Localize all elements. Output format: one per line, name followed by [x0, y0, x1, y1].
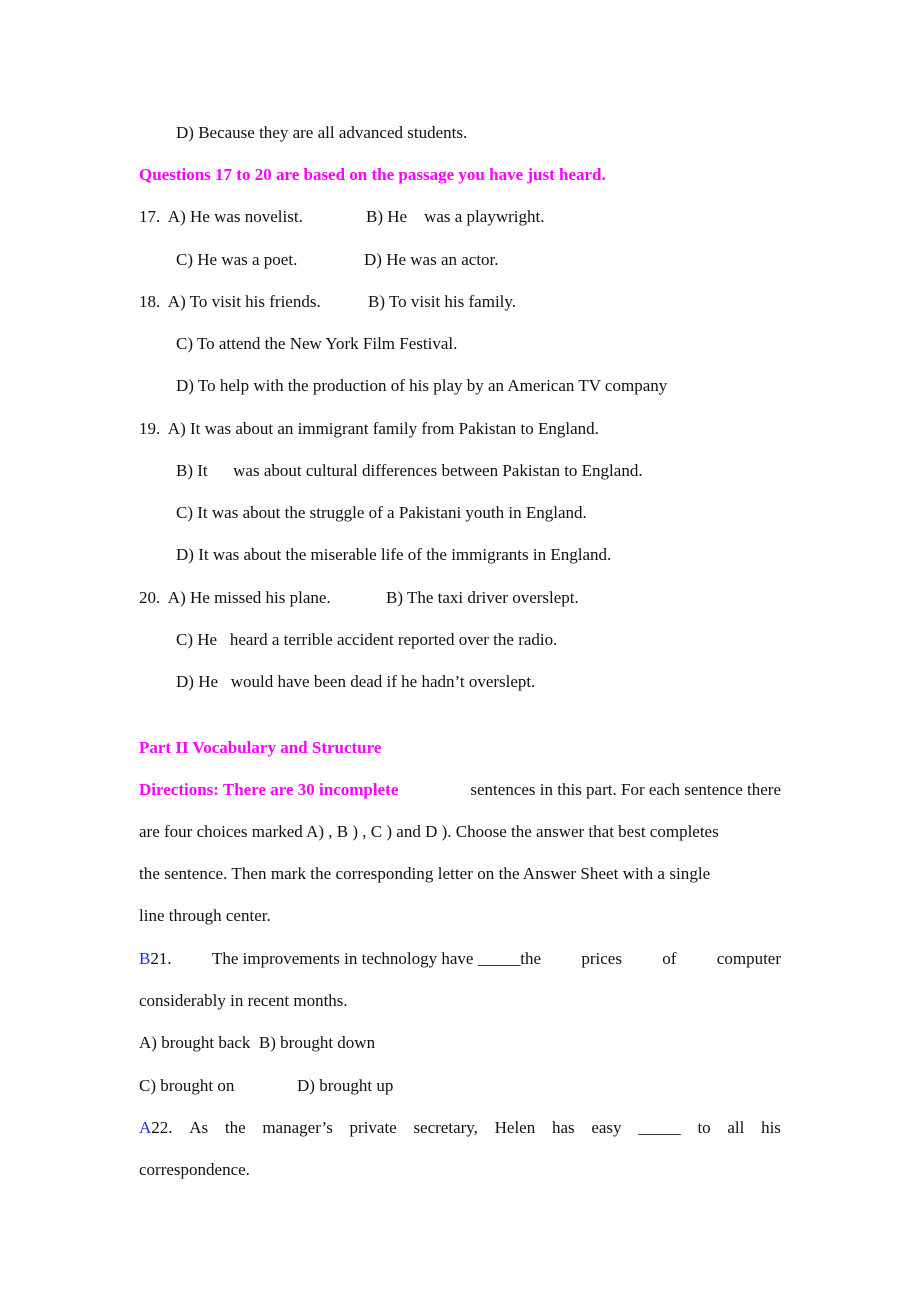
q19-option-b: B) It was about cultural differences between Pakistan to England. [176, 461, 643, 480]
q17-option-c: C) He was a poet. [176, 250, 298, 269]
section-heading-17-20: Questions 17 to 20 are based on the passage you have just heard. [139, 165, 606, 184]
q22-word: As [189, 1118, 209, 1137]
directions-line-2: are four choices marked A) , B ) , C ) and D ). Choose the answer that best completes [139, 822, 719, 841]
q22-word: Helen [494, 1118, 536, 1137]
q18-option-d: D) To help with the production of his play by an American TV company [176, 376, 668, 395]
q22-number: A22. [139, 1118, 173, 1137]
directions-line-4: line through center. [139, 906, 271, 925]
q17-option-b: B) He was a playwright. [366, 207, 545, 226]
q16-option-d: D) Because they are all advanced students. [176, 123, 468, 142]
q21-answer-key: B [139, 949, 151, 968]
q19-option-c: C) It was about the struggle of a Pakistani youth in England. [176, 503, 587, 522]
q22-word: has [551, 1118, 575, 1137]
q19-option-a: 19. A) It was about an immigrant family from Pakistan to England. [139, 419, 599, 438]
q18-option-b: B) To visit his family. [368, 292, 517, 311]
q17-option-d: D) He was an actor. [364, 250, 499, 269]
q21-word: computer [716, 949, 781, 968]
q22-word: the [224, 1118, 246, 1137]
q21-word: prices [581, 949, 622, 968]
directions-text-1: sentences in this part. For each sentence there [470, 780, 781, 799]
q22-word: manager’s [262, 1118, 333, 1137]
q21-options-ab: A) brought back B) brought down [139, 1033, 376, 1052]
directions-line-1 [139, 779, 781, 801]
q21-stem-line-1 [139, 948, 781, 970]
directions-label: Directions: There are 30 incomplete [139, 780, 399, 799]
q17-option-a: 17. A) He was novelist. [139, 207, 303, 226]
q20-option-d: D) He would have been dead if he hadn’t overslept. [176, 672, 536, 691]
q21-option-c: C) brought on [139, 1076, 235, 1095]
q22-stem-line-1 [139, 1117, 781, 1139]
q22-stem-line-2: correspondence. [139, 1160, 250, 1179]
q22-word: all [727, 1118, 745, 1137]
q21-option-d: D) brought up [297, 1076, 394, 1095]
q22-word: easy [591, 1118, 622, 1137]
directions-line-3: the sentence. Then mark the corresponding letter on the Answer Sheet with a single [139, 864, 711, 883]
q21-stem-text: The improvements in technology have _____the [211, 949, 541, 968]
q21-number: B21. [139, 949, 172, 968]
q19-option-d: D) It was about the miserable life of the immigrants in England. [176, 545, 612, 564]
q22-word: his [761, 1118, 781, 1137]
q18-option-c: C) To attend the New York Film Festival. [176, 334, 458, 353]
q22-answer-key: A [139, 1118, 152, 1137]
q22-word: private [349, 1118, 397, 1137]
q21-stem-line-2: considerably in recent months. [139, 991, 348, 1010]
q18-option-a: 18. A) To visit his friends. [139, 292, 321, 311]
q22-blank: _____ [638, 1118, 681, 1137]
q20-option-a: 20. A) He missed his plane. [139, 588, 331, 607]
q20-option-b: B) The taxi driver overslept. [386, 588, 579, 607]
q20-option-c: C) He heard a terrible accident reported over the radio. [176, 630, 558, 649]
q21-word: of [662, 949, 677, 968]
q22-word: secretary, [413, 1118, 478, 1137]
part2-title: Part II Vocabulary and Structure [139, 738, 382, 757]
q22-word: to [697, 1118, 711, 1137]
